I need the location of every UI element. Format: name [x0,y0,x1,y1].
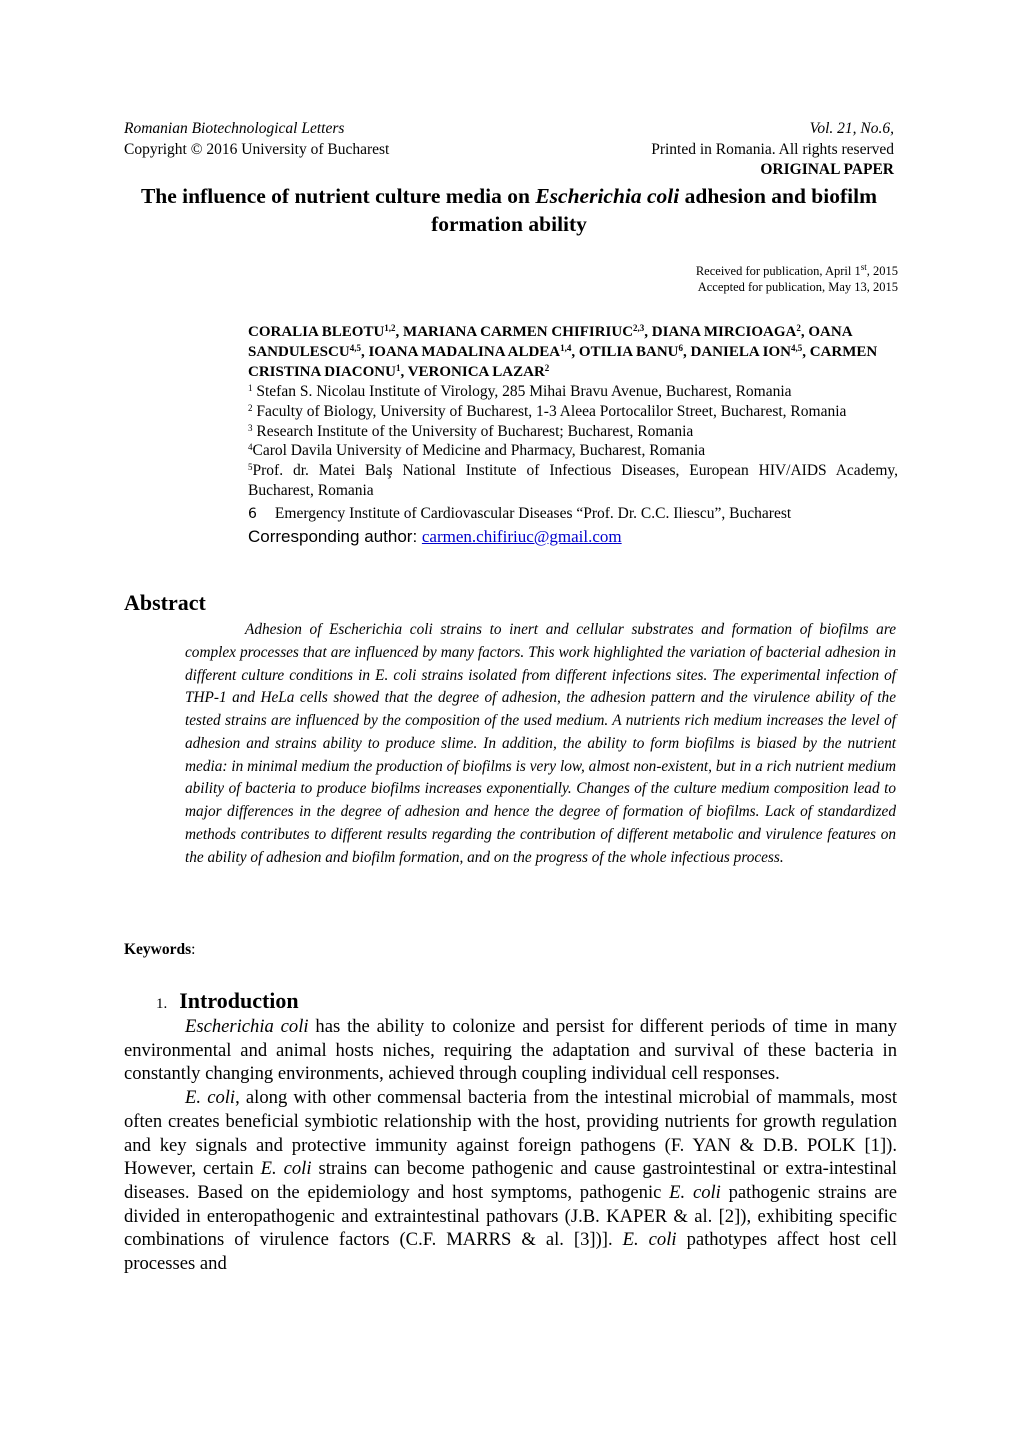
author-name: CARMEN CRISTINA DIACONU [248,344,878,380]
affiliation-number: 5 [248,462,253,473]
affiliation [248,461,898,501]
title-part: adhesion and biofilm formation ability [431,184,878,236]
abstract-text: Adhesion of Escherichia coli strains to inert and cellular substrates and formation of biofilms are complex processes that are influenced by many factors. This work highlighted the variation of bacterial adhesion in different culture conditions in E. coli strains isolated from different infections sites. The experimental infection of THP-1 and HeLa cells showed that the degree of adhesion, the adhesion pattern and the virulence ability of the tested strains are influenced by the composition of the used medium. A nutrients rich medium increases the level of adhesion and strains ability to produce slime. In addition, the ability to form biofilms is biased by the nutrient media: in minimal medium the production of biofilms is very low, almost non-existent, but in a rich nutrient medium ability of bacteria to produce biofilms increases exponentially. Changes of the culture medium composition lead to major differences in the degree of adhesion and hence the degree of formation of biofilms. Lack of standardized methods contributes to different results regarding the contribution of different metabolic and virulence features on the ability of adhesion and biofilm formation, and on the progress of the whole infectious process. [185,621,896,866]
author-separator: , [802,344,810,360]
species-name: E. coli [260,1158,312,1180]
affiliation-number: 3 [248,422,253,433]
text-run: pathotypes affect host cell processes and [124,1229,897,1275]
author-separator: , [644,324,652,340]
journal-volume: Vol. 21, No.6, [809,120,894,137]
author-name: MARIANA CARMEN CHIFIRIUC [403,324,634,340]
text-run: , along with other commensal bacteria from the intestinal microbial of mammals, most often creates beneficial symbiotic relationship with the host, providing nutrients for growth regulation and key signals and protective immunity against foreign pathogens (F. YAN & D.B. POLK [1]). However, certain [124,1087,897,1180]
affiliation-number: 6 [248,505,257,522]
author-name: CORALIA BLEOTU [248,324,385,340]
corresponding-label: Corresponding author: [248,526,422,546]
affiliation-text: Carol Davila University of Medicine and Pharmacy, Bucharest, Romania [252,442,706,460]
paper-type-label: ORIGINAL PAPER [760,161,894,178]
affiliation-text: Emergency Institute of Cardiovascular Diseases “Prof. Dr. C.C. Iliescu”, Bucharest [274,504,792,522]
author-affiliation-sup: 1,4 [560,343,572,353]
journal-name: Romanian Biotechnological Letters [124,120,345,137]
paragraph [124,1015,897,1086]
text-run: pathogenic strains are divided in enteropathogenic and extraintestinal pathovars (J.B. KAPER & al. [2]), exhibiting specific combinations of virulence factors (C.F. MARRS & al. [3])]. [124,1181,897,1251]
author-name: OTILIA BANU [578,344,679,360]
affiliation-text: Prof. dr. Matei Balş National Institute of Infectious Diseases, European HIV/AIDS Academy, Bucharest, Romania [248,462,898,499]
author-affiliation-sup: 1,2 [384,323,396,333]
affiliation-number: 1 [248,383,253,393]
introduction-heading [156,988,299,1014]
title-species: Escherichia coli [535,184,680,208]
corresponding-author [248,525,898,549]
affiliation-text: Stefan S. Nicolau Institute of Virology, 285 Mihai Bravu Avenue, Bucharest, Romania [252,383,792,400]
affiliation [248,382,898,402]
affiliation-number: 4 [248,442,253,453]
species-name: E. coli [669,1181,721,1203]
affiliation-number: 2 [248,402,253,413]
journal-header-row-1 [124,119,894,139]
affiliation-text: Faculty of Biology, University of Bucharest, 1-3 Aleea Portocalilor Street, Bucharest, Romania [252,402,847,420]
title-part: The influence of nutrient culture media on [140,184,536,208]
author-name: OANA SANDULESCU [248,324,852,360]
affiliation [248,402,898,422]
text-run: has the ability to colonize and persist for different periods of time in many environmental and animal hosts niches, requiring the adaptation and survival of these bacteria in constantly changing environments, achieved through coupling individual cell responses. [124,1016,897,1085]
author-affiliation-sup: 1 [395,363,401,373]
keywords-label: Keywords [124,941,192,958]
species-name: Escherichia coli [185,1016,309,1037]
page-title [124,182,894,238]
author-separator: , [400,364,408,380]
affiliation [248,441,898,461]
affiliation-6 [248,504,898,525]
author-block [248,322,898,549]
author-name: DIANA MIRCIOAGA [651,324,797,340]
author-list [248,322,898,382]
author-affiliation-sup: 2 [796,323,801,333]
affiliation-text: Research Institute of the University of Bucharest; Bucharest, Romania [252,422,694,440]
received-text: Received for publication, April 1 [695,264,861,278]
received-year: , 2015 [866,264,898,278]
author-affiliation-sup: 4,5 [790,343,803,353]
keywords [124,941,195,959]
author-separator: , [683,344,691,360]
abstract-heading: Abstract [124,590,206,615]
author-separator: , [800,324,809,340]
author-separator: , [571,344,579,360]
paper-type [124,160,894,180]
author-affiliation-sup: 2,3 [633,323,645,333]
section-title: Introduction [179,988,299,1013]
affiliation [248,422,898,442]
author-name: DANIELA ION [690,344,791,360]
keywords-colon: : [191,941,196,958]
affiliation-list [248,382,898,501]
author-name: IOANA MADALINA ALDEA [368,344,561,360]
author-affiliation-sup: 6 [678,343,684,353]
received-sup: st [860,262,867,272]
journal-header-row-2 [124,140,894,160]
species-name: E. coli [622,1229,677,1251]
author-affiliation-sup: 2 [544,363,550,373]
introduction-body [124,1015,897,1276]
section-number: 1. [156,996,168,1012]
author-affiliation-sup: 4,5 [349,343,361,353]
paragraph [124,1086,897,1276]
received-date [696,263,898,279]
species-name: E. coli [185,1087,236,1109]
text-run: strains can become pathogenic and cause gastrointestinal or extra-intestinal diseases. Based on the epidemiology and host symptoms, pathogenic [124,1158,897,1203]
copyright: Copyright © 2016 University of Bucharest [124,141,390,158]
author-separator: , [360,344,369,360]
author-separator: , [395,324,404,340]
accepted-date: Accepted for publication, May 13, 2015 [697,280,898,294]
corresponding-email-link[interactable]: carmen.chifiriuc@gmail.com [421,526,622,546]
author-name: VERONICA LAZAR [407,364,545,380]
printed-notice: Printed in Romania. All rights reserved [651,141,894,158]
